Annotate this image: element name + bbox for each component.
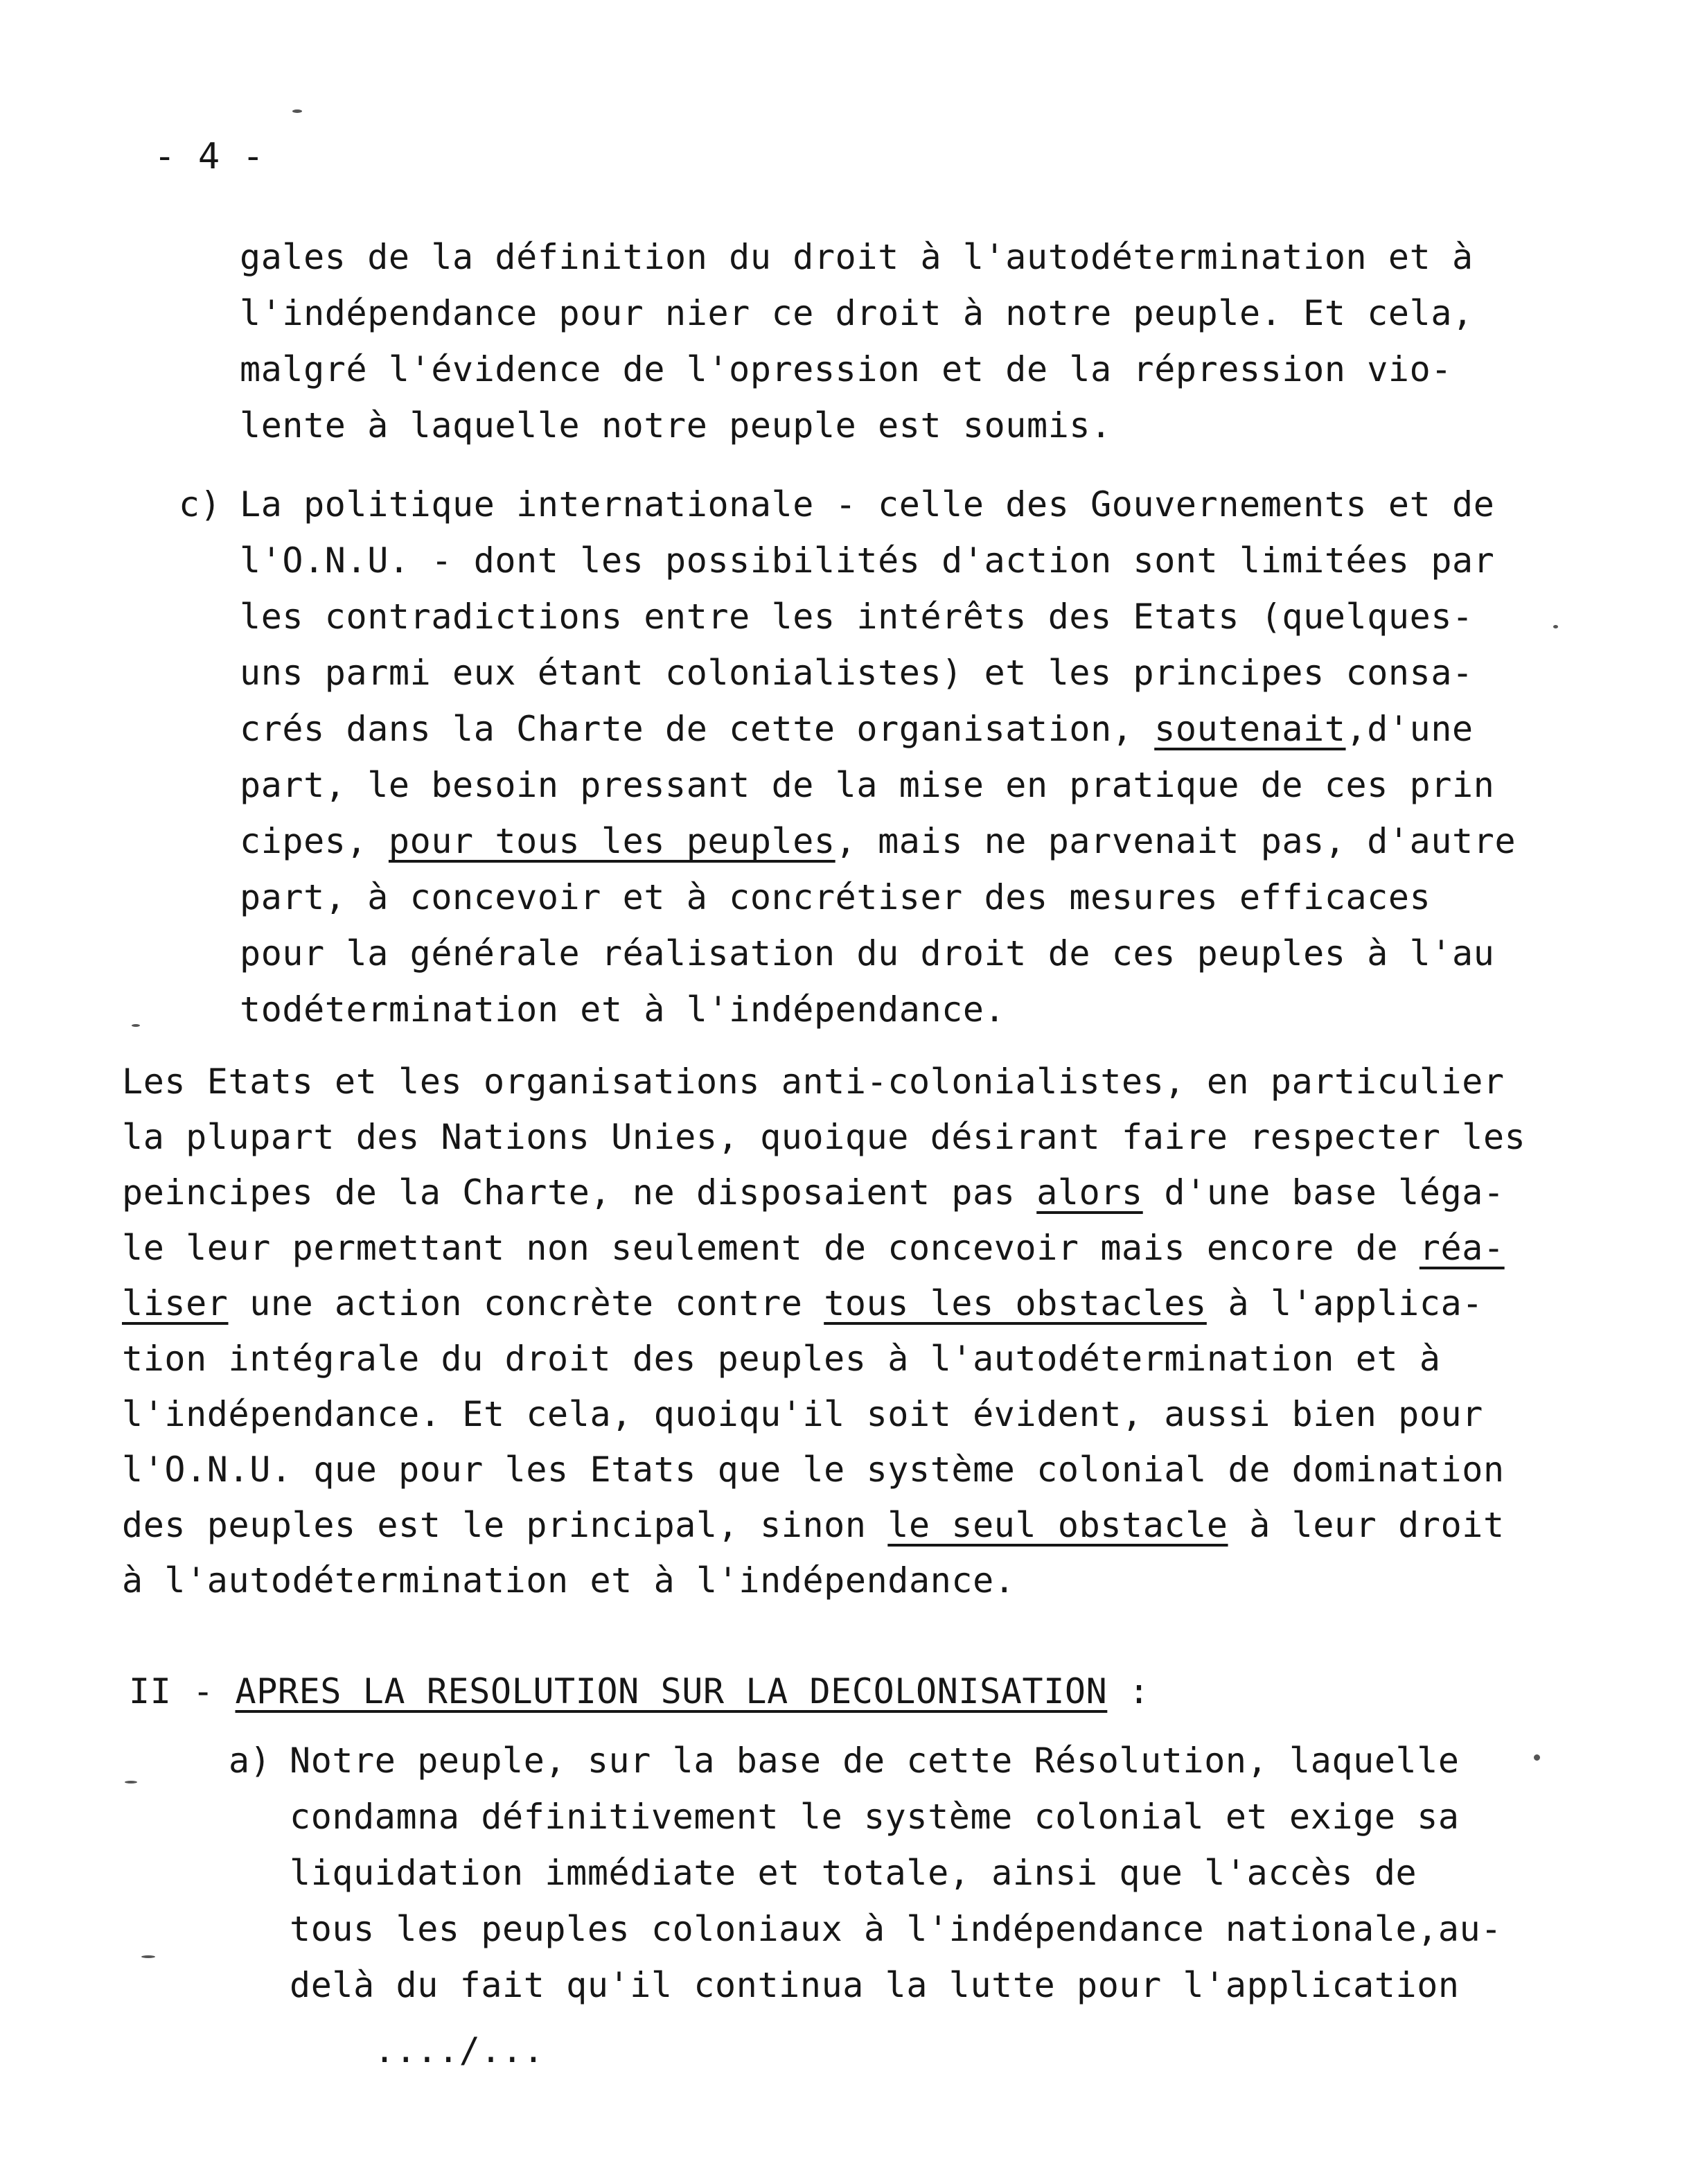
underlined-word: alors — [1036, 1172, 1143, 1213]
item-marker: a) — [229, 1741, 272, 1781]
text-run: peincipes de la Charte, ne disposaient pas — [122, 1172, 1037, 1213]
underlined-phrase: tous les obstacles — [824, 1283, 1207, 1323]
text-run: crés dans la Charte de cette organisation, — [240, 709, 1155, 749]
text-line: l'indépendance. Et cela, quoiqu'il soit évident, aussi bien pour — [122, 1394, 1483, 1434]
underlined-phrase: le seul obstacle — [887, 1505, 1228, 1545]
text-line: part, à concevoir et à concrétiser des mesures efficaces — [240, 877, 1431, 917]
item-marker: c) — [179, 484, 222, 525]
heading-title: APRES LA RESOLUTION SUR LA DECOLONISATION — [235, 1671, 1108, 1711]
text-line: La politique internationale - celle des Gouvernements et de — [240, 484, 1495, 525]
text-line: gales de la définition du droit à l'autodétermination et à — [240, 237, 1474, 277]
text-line: tion intégrale du droit des peuples à l'autodétermination et à — [122, 1339, 1441, 1379]
text-line — [122, 1504, 1505, 1547]
text-line: la plupart des Nations Unies, quoique désirant faire respecter les — [122, 1117, 1526, 1157]
text-line: delà du fait qu'il continua la lutte pour l'application — [290, 1965, 1460, 2005]
text-line: pour la générale réalisation du droit de ces peuples à l'au — [240, 933, 1495, 974]
text-run: cipes, — [240, 821, 389, 861]
section-heading — [129, 1670, 1150, 1713]
text-line: todétermination et à l'indépendance. — [240, 989, 1006, 1030]
scan-speck — [132, 1024, 140, 1027]
text-line: les contradictions entre les intérêts des Etats (quelques- — [240, 597, 1474, 637]
text-line: l'O.N.U. que pour les Etats que le système colonial de domination — [122, 1450, 1505, 1490]
text-run: une action concrète contre — [228, 1283, 824, 1323]
text-run: ,d'une — [1345, 709, 1474, 749]
text-line — [240, 707, 1474, 750]
scan-speck — [125, 1781, 137, 1784]
text-run: , mais ne parvenait pas, d'autre — [835, 821, 1516, 861]
text-line: tous les peuples coloniaux à l'indépendance nationale,au- — [290, 1909, 1503, 1949]
text-line: l'indépendance pour nier ce droit à notre peuple. Et cela, — [240, 293, 1474, 333]
text-run: d'une base léga- — [1142, 1172, 1505, 1213]
text-line: Notre peuple, sur la base de cette Résolution, laquelle — [290, 1741, 1460, 1781]
text-run: le leur permettant non seulement de concevoir mais encore de — [122, 1228, 1419, 1268]
text-run: à leur droit — [1228, 1505, 1505, 1545]
scan-speck — [141, 1955, 155, 1958]
page-number: - 4 - — [154, 136, 265, 177]
text-run: à l'applica- — [1206, 1283, 1483, 1323]
text-line — [122, 1282, 1483, 1325]
scan-speck — [1553, 625, 1558, 628]
heading-suffix: : — [1107, 1671, 1150, 1711]
underlined-word: soutenait — [1154, 709, 1346, 749]
text-line: à l'autodétermination et à l'indépendance. — [122, 1560, 1016, 1601]
underlined-word: réa- — [1419, 1228, 1505, 1268]
scan-speck — [1534, 1754, 1540, 1761]
text-line — [122, 1171, 1505, 1214]
text-line — [240, 820, 1516, 863]
underlined-phrase: pour tous les peuples — [388, 821, 835, 861]
text-line: liquidation immédiate et totale, ainsi que l'accès de — [290, 1853, 1417, 1893]
text-line: condamna définitivement le système colonial et exige sa — [290, 1797, 1460, 1837]
text-line: lente à laquelle notre peuple est soumis. — [240, 405, 1112, 446]
text-run: des peuples est le principal, sinon — [122, 1505, 888, 1545]
continuation-marker: ..../... — [374, 2030, 545, 2070]
text-line: Les Etats et les organisations anti-colonialistes, en particulier — [122, 1062, 1505, 1102]
text-line: malgré l'évidence de l'opression et de la répression vio- — [240, 349, 1453, 389]
text-line: uns parmi eux étant colonialistes) et les principes consa- — [240, 653, 1474, 693]
underlined-word: liser — [122, 1283, 229, 1323]
heading-prefix: II - — [129, 1671, 236, 1711]
text-line: l'O.N.U. - dont les possibilités d'action sont limitées par — [240, 540, 1495, 581]
text-line — [122, 1226, 1505, 1269]
text-line: part, le besoin pressant de la mise en pratique de ces prin — [240, 765, 1495, 805]
scan-speck — [292, 109, 302, 113]
